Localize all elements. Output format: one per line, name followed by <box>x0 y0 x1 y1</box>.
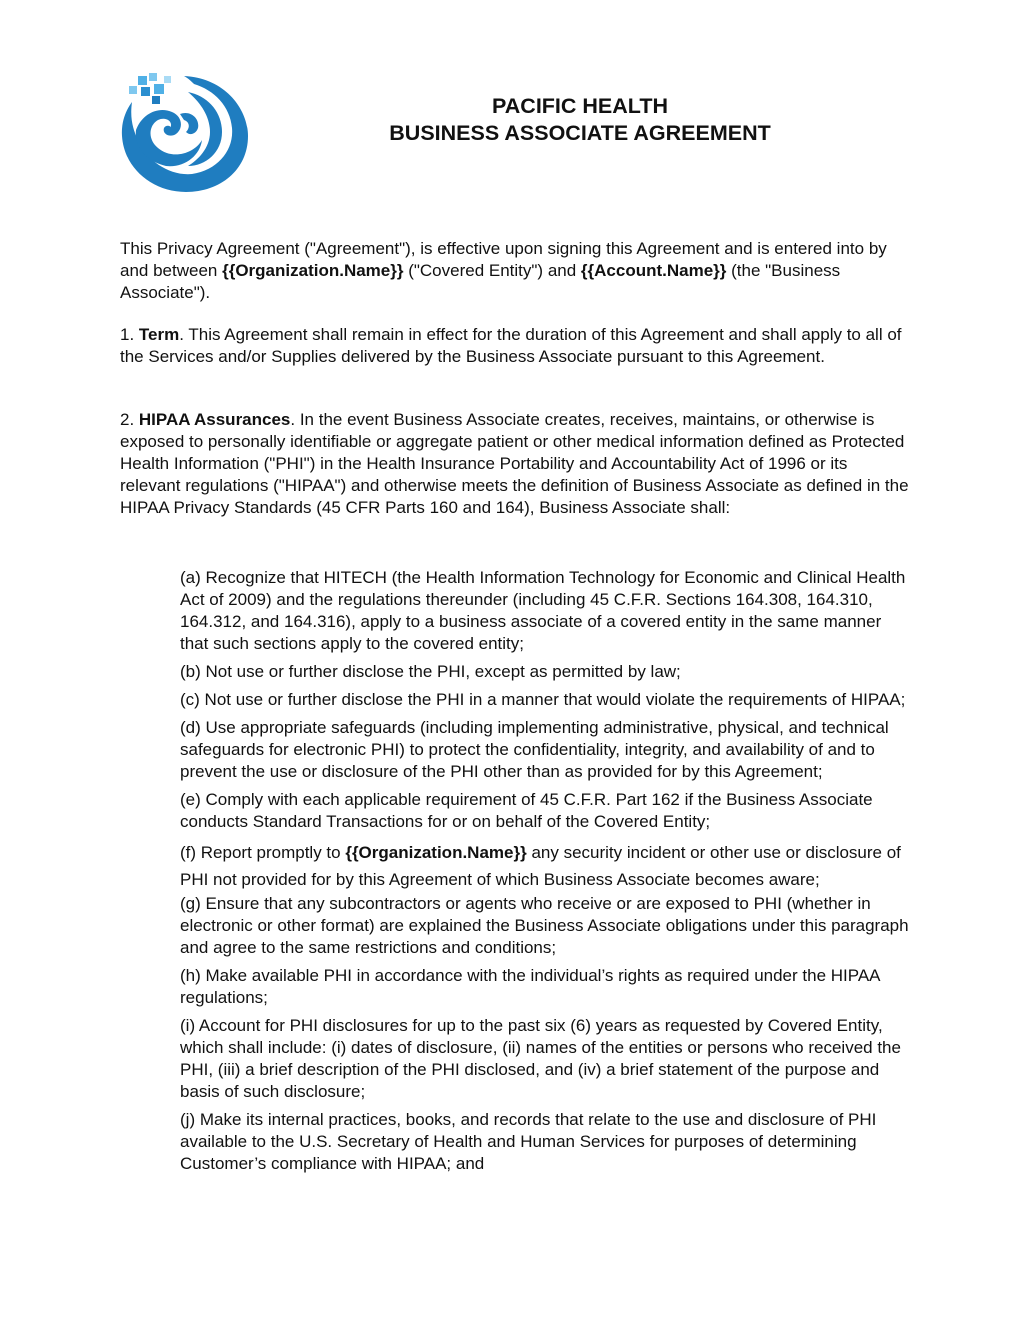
item-f-text-2: any security incident or other use or disclosure of PHI not provided for by this Agreement of which Business Associate becomes aware; <box>180 843 901 889</box>
section-number: 2. <box>120 410 139 429</box>
list-item: (d) Use appropriate safeguards (including implementing administrative, physical, and technical safeguards for electronic PHI) to protect the confidentiality, integrity, and availability of and to prevent the use or disclosure of the PHI other than as provided for by this Agreement; <box>180 718 889 781</box>
section-text: . In the event Business Associate creates, receives, maintains, or otherwise is exposed to personally identifiable or aggregate patient or other medical information defined as Protected Health Information ("PHI") in the Health Insurance Portability and Accountability Act of 1996 or its relevant regulations ("HIPAA") and otherwise meets the definition of Business Associate as defined in the HIPAA Privacy Standards (45 CFR Parts 160 and 164), Business Associate shall: <box>120 410 909 517</box>
organization-name-token: {{Organization.Name}} <box>222 261 404 280</box>
section-number: 1. <box>120 325 139 344</box>
document-title <box>330 93 830 147</box>
title-line-1: PACIFIC HEALTH <box>492 94 668 118</box>
organization-name-token: {{Organization.Name}} <box>345 843 527 862</box>
list-item: (e) Comply with each applicable requirement of 45 C.F.R. Part 162 if the Business Associate conducts Standard Transactions for or on behalf of the Covered Entity; <box>180 790 873 831</box>
section-term <box>120 324 910 368</box>
intro-paragraph <box>120 238 910 304</box>
section-heading: HIPAA Assurances <box>138 410 291 429</box>
list-item: (c) Not use or further disclose the PHI in a manner that would violate the requirements of HIPAA; <box>180 690 906 709</box>
list-item: (i) Account for PHI disclosures for up to the past six (6) years as requested by Covered Entity, which shall include: (i) dates of disclosure, (ii) names of the entities or persons who received the PHI, (iii) a brief description of the PHI disclosed, and (iv) a brief statement of the purpose and basis of such disclosure; <box>180 1016 901 1101</box>
section-heading: Term <box>138 325 180 344</box>
wave-circle-logo-icon <box>118 70 250 194</box>
account-name-token: {{Account.Name}} <box>580 261 727 280</box>
intro-text-3: (the "Business Associate"). <box>120 261 841 302</box>
item-f-text-1: (f) Report promptly to <box>180 843 346 862</box>
list-item: (g) Ensure that any subcontractors or agents who receive or are exposed to PHI (whether in electronic or other format) are explained the Business Associate obligations under this paragraph and agree to the same restrictions and conditions; <box>180 894 909 957</box>
list-item: (j) Make its internal practices, books, and records that relate to the use and disclosure of PHI available to the U.S. Secretary of Health and Human Services for purposes of determining Customer’s compliance with HIPAA; and <box>180 1110 877 1173</box>
intro-text-1: This Privacy Agreement ("Agreement"), is effective upon signing this Agreement and is entered into by and between <box>120 239 887 280</box>
section-text: . This Agreement shall remain in effect for the duration of this Agreement and shall apply to all of the Services and/or Supplies delivered by the Business Associate pursuant to this Agreement. <box>120 325 902 366</box>
title-line-2: BUSINESS ASSOCIATE AGREEMENT <box>389 121 771 145</box>
list-item: (b) Not use or further disclose the PHI, except as permitted by law; <box>180 662 681 681</box>
list-item: (h) Make available PHI in accordance with the individual’s rights as required under the HIPAA regulations; <box>180 966 880 1007</box>
obligations-list <box>180 567 910 1181</box>
list-item: (a) Recognize that HITECH (the Health Information Technology for Economic and Clinical Health Act of 2009) and the regulations thereunder (including 45 C.F.R. Sections 164.308, 164.310, 164.312, and 164.316), apply to a business associate of a covered entity in the same manner that such sections apply to the covered entity; <box>180 568 906 653</box>
intro-text-2: ("Covered Entity") and <box>403 261 581 280</box>
section-hipaa-assurances <box>120 409 910 519</box>
list-item <box>180 839 910 893</box>
